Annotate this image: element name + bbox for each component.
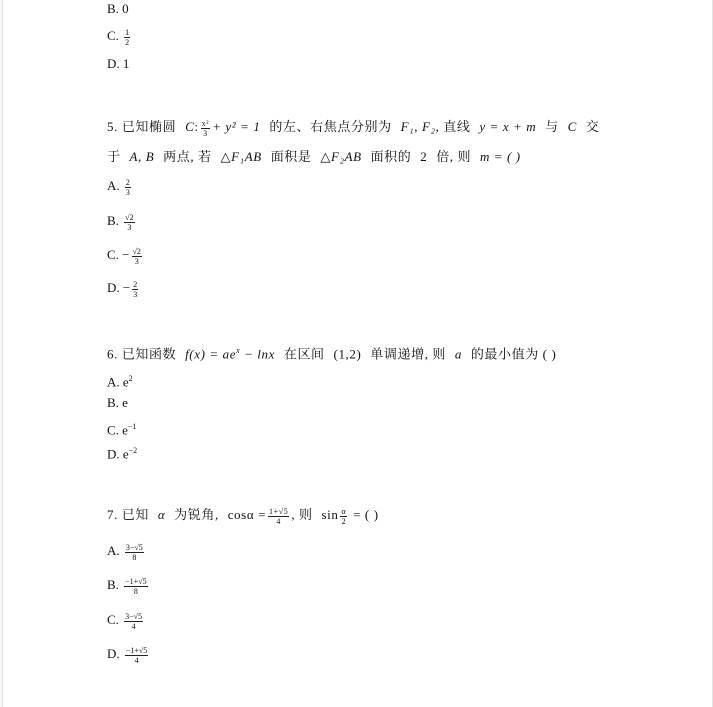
q6-option-a (107, 370, 133, 391)
fraction: $\frac{3-√5}{4}$ (125, 611, 143, 631)
stem-text: 已知椭圆 (121, 119, 177, 134)
math-points: A, B (129, 149, 155, 164)
q6-option-d (107, 442, 137, 463)
question-number: 5. (107, 119, 118, 134)
math-var: a (454, 346, 462, 362)
math-exponent: −1 (127, 422, 137, 431)
option-label: D. (107, 56, 120, 71)
q7-option-c (107, 611, 145, 631)
math-eq: + y² = 1 (212, 119, 261, 134)
fraction: $\frac{1+√5}{4}$ (269, 506, 289, 526)
fraction: $\frac{\text{x²}}{3}$ (201, 118, 210, 138)
fraction: $\frac{-1+√5}{4}$ (125, 645, 148, 665)
q7-option-a (107, 542, 146, 562)
q4-option-b (107, 0, 129, 18)
math-base: e (122, 422, 128, 438)
math-function: f(x) = ae (185, 346, 237, 362)
math-base: e (122, 374, 129, 390)
stem-text: 已知 (121, 507, 150, 522)
stem-text: 面积是 (270, 149, 312, 164)
math-ask: m = ( ) (479, 149, 521, 164)
stem-text: 面积的 (370, 149, 412, 164)
stem-text: 倍, 则 (436, 149, 472, 164)
option-value: 0 (122, 1, 129, 16)
q6-option-b (107, 394, 128, 412)
math-curve: C (567, 119, 577, 134)
question-number: 6. (107, 346, 118, 362)
q5-stem-line-2 (107, 148, 521, 166)
stem-text: , 直线 (435, 119, 471, 134)
math-cos: cosα = (227, 507, 267, 522)
math-ellipse: C (185, 119, 195, 134)
math-factor: 2 (420, 149, 428, 164)
stem-text: 交 (585, 119, 600, 134)
math-foci: F₁, F₂ (400, 119, 436, 134)
math-var: α (157, 507, 166, 522)
option-label: A. (107, 374, 120, 390)
q4-option-d (107, 55, 129, 73)
option-label: B. (107, 1, 119, 16)
option-label: C. (107, 422, 119, 438)
fraction: $\frac{2}{3}$ (125, 177, 130, 197)
fraction: $\frac{√2}{3}$ (132, 246, 141, 266)
q5-option-b (107, 212, 137, 232)
math-function-rest: − lnx (244, 346, 275, 362)
fraction: $\frac{\alpha}{2}$ (341, 506, 347, 526)
option-label: D. (107, 280, 120, 295)
option-label: C. (107, 612, 119, 627)
fraction: $\frac{1}{2}$ (125, 27, 130, 47)
fraction: $\frac{-1+√5}{8}$ (125, 576, 147, 596)
q6-stem (107, 342, 556, 363)
stem-text: 在区间 (283, 346, 325, 362)
math-base: e (122, 446, 129, 462)
sign: − (122, 247, 130, 262)
q5-option-d (107, 279, 140, 299)
math-exponent: 2 (128, 374, 133, 383)
math-triangle: △F₁AB (220, 149, 262, 164)
stem-text: 与 (545, 119, 559, 134)
option-label: D. (107, 446, 120, 462)
document-page (2, 0, 713, 707)
q5-stem-line-1: 5. 已知椭圆 C: $\frac{\text{x²}}{3}$ + y² = 1 的左、右焦点分别为 F₁, F₂, 直线 y = x + m 与 C 交 (107, 118, 600, 138)
sign: − (122, 280, 131, 295)
stem-text: 的左、右焦点分别为 (269, 119, 392, 134)
stem-text: 单调递增, 则 (370, 346, 446, 362)
option-label: B. (107, 395, 119, 410)
q4-option-c (107, 27, 132, 47)
option-value: 1 (122, 56, 130, 71)
q7-stem (107, 506, 379, 526)
stem-text: 的最小值为 ( ) (470, 346, 557, 362)
option-label: C. (107, 28, 119, 43)
stem-text: 于 (107, 149, 121, 164)
math-base: e (122, 395, 128, 410)
q5-option-c (107, 246, 144, 266)
option-label: B. (107, 577, 119, 592)
math-triangle: △F₂AB (320, 149, 362, 164)
option-label: D. (107, 646, 120, 661)
question-number: 7. (107, 507, 118, 522)
math-exponent: x (236, 346, 241, 355)
q7-option-d (107, 645, 150, 665)
math-exponent: −2 (128, 446, 138, 455)
stem-text: 两点, 若 (163, 149, 212, 164)
q5-option-a (107, 177, 133, 197)
math-sin: sin (321, 507, 339, 522)
fraction: $\frac{3-√5}{8}$ (125, 542, 143, 562)
option-label: A. (107, 178, 120, 193)
option-label: A. (107, 543, 120, 558)
stem-text: 已知函数 (121, 346, 177, 362)
math-ask: = ( ) (353, 507, 379, 522)
fraction: $\frac{√2}{3}$ (125, 212, 134, 232)
math-interval: (1,2) (333, 346, 362, 362)
q7-option-b (107, 576, 150, 596)
stem-text: , 则 (291, 507, 313, 522)
option-label: B. (107, 213, 119, 228)
q6-option-c (107, 418, 136, 439)
option-label: C. (107, 247, 119, 262)
stem-text: 为锐角, (174, 507, 219, 522)
math-line: y = x + m (479, 119, 537, 134)
fraction: $\frac{2}{3}$ (133, 279, 138, 299)
